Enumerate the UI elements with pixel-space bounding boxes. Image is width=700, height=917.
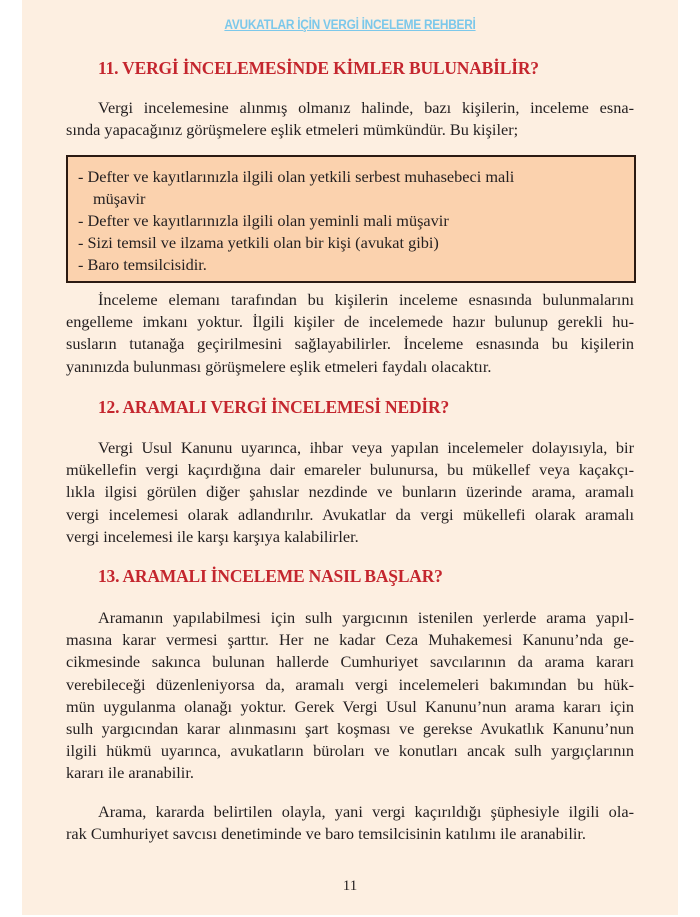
section-heading-12: 12. ARAMALI VERGİ İNCELEMESİ NEDİR? [98, 397, 449, 417]
text-line: vergi incelemesi olarak adlandırılır. Avukatlar da vergi mükellefi olarak aramalı [66, 504, 634, 524]
text-line: lıkla ilgisi görülen diğer şahıslar nezdinde ve bunların üzerinde arama, aramalı [66, 482, 634, 502]
page-number: 11 [342, 878, 358, 894]
text-line: vergi incelemesi ile karşı karşıya kalabilirler. [66, 526, 359, 546]
paragraph-after-list [66, 289, 634, 378]
text-line: Vergi Usul Kanunu uyarınca, ihbar veya yapılan incelemeler dolayısıyla, bir [98, 438, 634, 457]
text-line: yanınızda bulunması görüşmelere eşlik etmeleri faydalı olacaktır. [66, 356, 492, 376]
text-line: ilgili hükmü uyarınca, avukatların büroları ve konutları ancak sulh yargıçlarının [66, 741, 634, 761]
paragraph-intro [66, 97, 634, 141]
list-item: - Defter ve kayıtlarınızla ilgili olan yeminli mali müşavir [78, 211, 449, 230]
text-line: sında yapacağınız görüşmelere eşlik etmeleri mümkündür. Bu kişiler; [66, 120, 519, 140]
text-line: Arama, kararda belirtilen olayla, yani vergi kaçırıldığı şüphesiyle ilgili ola- [98, 802, 634, 821]
text-line: mükellefin vergi kaçırdığına dair emareler bulunursa, bu mükellef veya kaçakçı- [66, 460, 634, 480]
paragraph-13a [66, 607, 634, 785]
list-item: - Baro temsilcisidir. [78, 255, 207, 274]
running-header: AVUKATLAR İÇİN VERGİ İNCELEME REHBERİ [224, 17, 476, 32]
text-line: masına karar vermesi şarttır. Her ne kadar Ceza Muhakemesi Kanunu’nda ge- [66, 630, 634, 650]
text-line: engelleme imkanı yoktur. İlgili kişiler de incelemede hazır bulunup gerekli hu- [66, 312, 634, 332]
list-item: - Defter ve kayıtlarınızla ilgili olan yetkili serbest muhasebeci mali [78, 167, 515, 186]
document-page [22, 0, 678, 915]
text-line: kararı ile aranabilir. [66, 763, 194, 783]
persons-list-box [66, 155, 636, 283]
text-line: İnceleme elemanı tarafından bu kişilerin inceleme esnasında bulunmalarını [98, 290, 634, 309]
paragraph-12 [66, 437, 634, 548]
text-line: rak Cumhuriyet savcısı denetiminde ve baro temsilcisinin katılımı ile aranabilir. [66, 824, 586, 844]
text-line: Aramanın yapılabilmesi için sulh yargıcının istenilen yerlerde arama yapıl- [98, 608, 634, 627]
text-line: sulh yargıcından karar alınmasını şart koşması ve gerekse Avukatlık Kanunu’nun [66, 718, 634, 738]
text-line: mün uygulanma olanağı yoktur. Gerek Vergi Usul Kanunu’nun arama kararı için [66, 696, 634, 716]
section-heading-13: 13. ARAMALI İNCELEME NASIL BAŞLAR? [98, 566, 443, 586]
text-line: verebileceği düzenleniyorsa da, aramalı vergi incelemeleri bakımından bu hük- [66, 674, 634, 694]
text-line: cikmesinde sakınca bulunan hallerde Cumhuriyet savcılarının da arama kararı [66, 652, 634, 672]
text-line: Vergi incelemesine alınmış olmanız halinde, bazı kişilerin, inceleme esna- [98, 98, 634, 117]
text-line: susların tutanağa geçirilmesini sağlayabilirler. İnceleme esnasında bu kişilerin [66, 334, 634, 354]
paragraph-13b [66, 801, 634, 845]
list-item: - Sizi temsil ve ilzama yetkili olan bir kişi (avukat gibi) [78, 233, 439, 252]
section-heading-11: 11. VERGİ İNCELEMESİNDE KİMLER BULUNABİLİR? [98, 58, 539, 78]
list-item-continuation: müşavir [93, 189, 146, 208]
